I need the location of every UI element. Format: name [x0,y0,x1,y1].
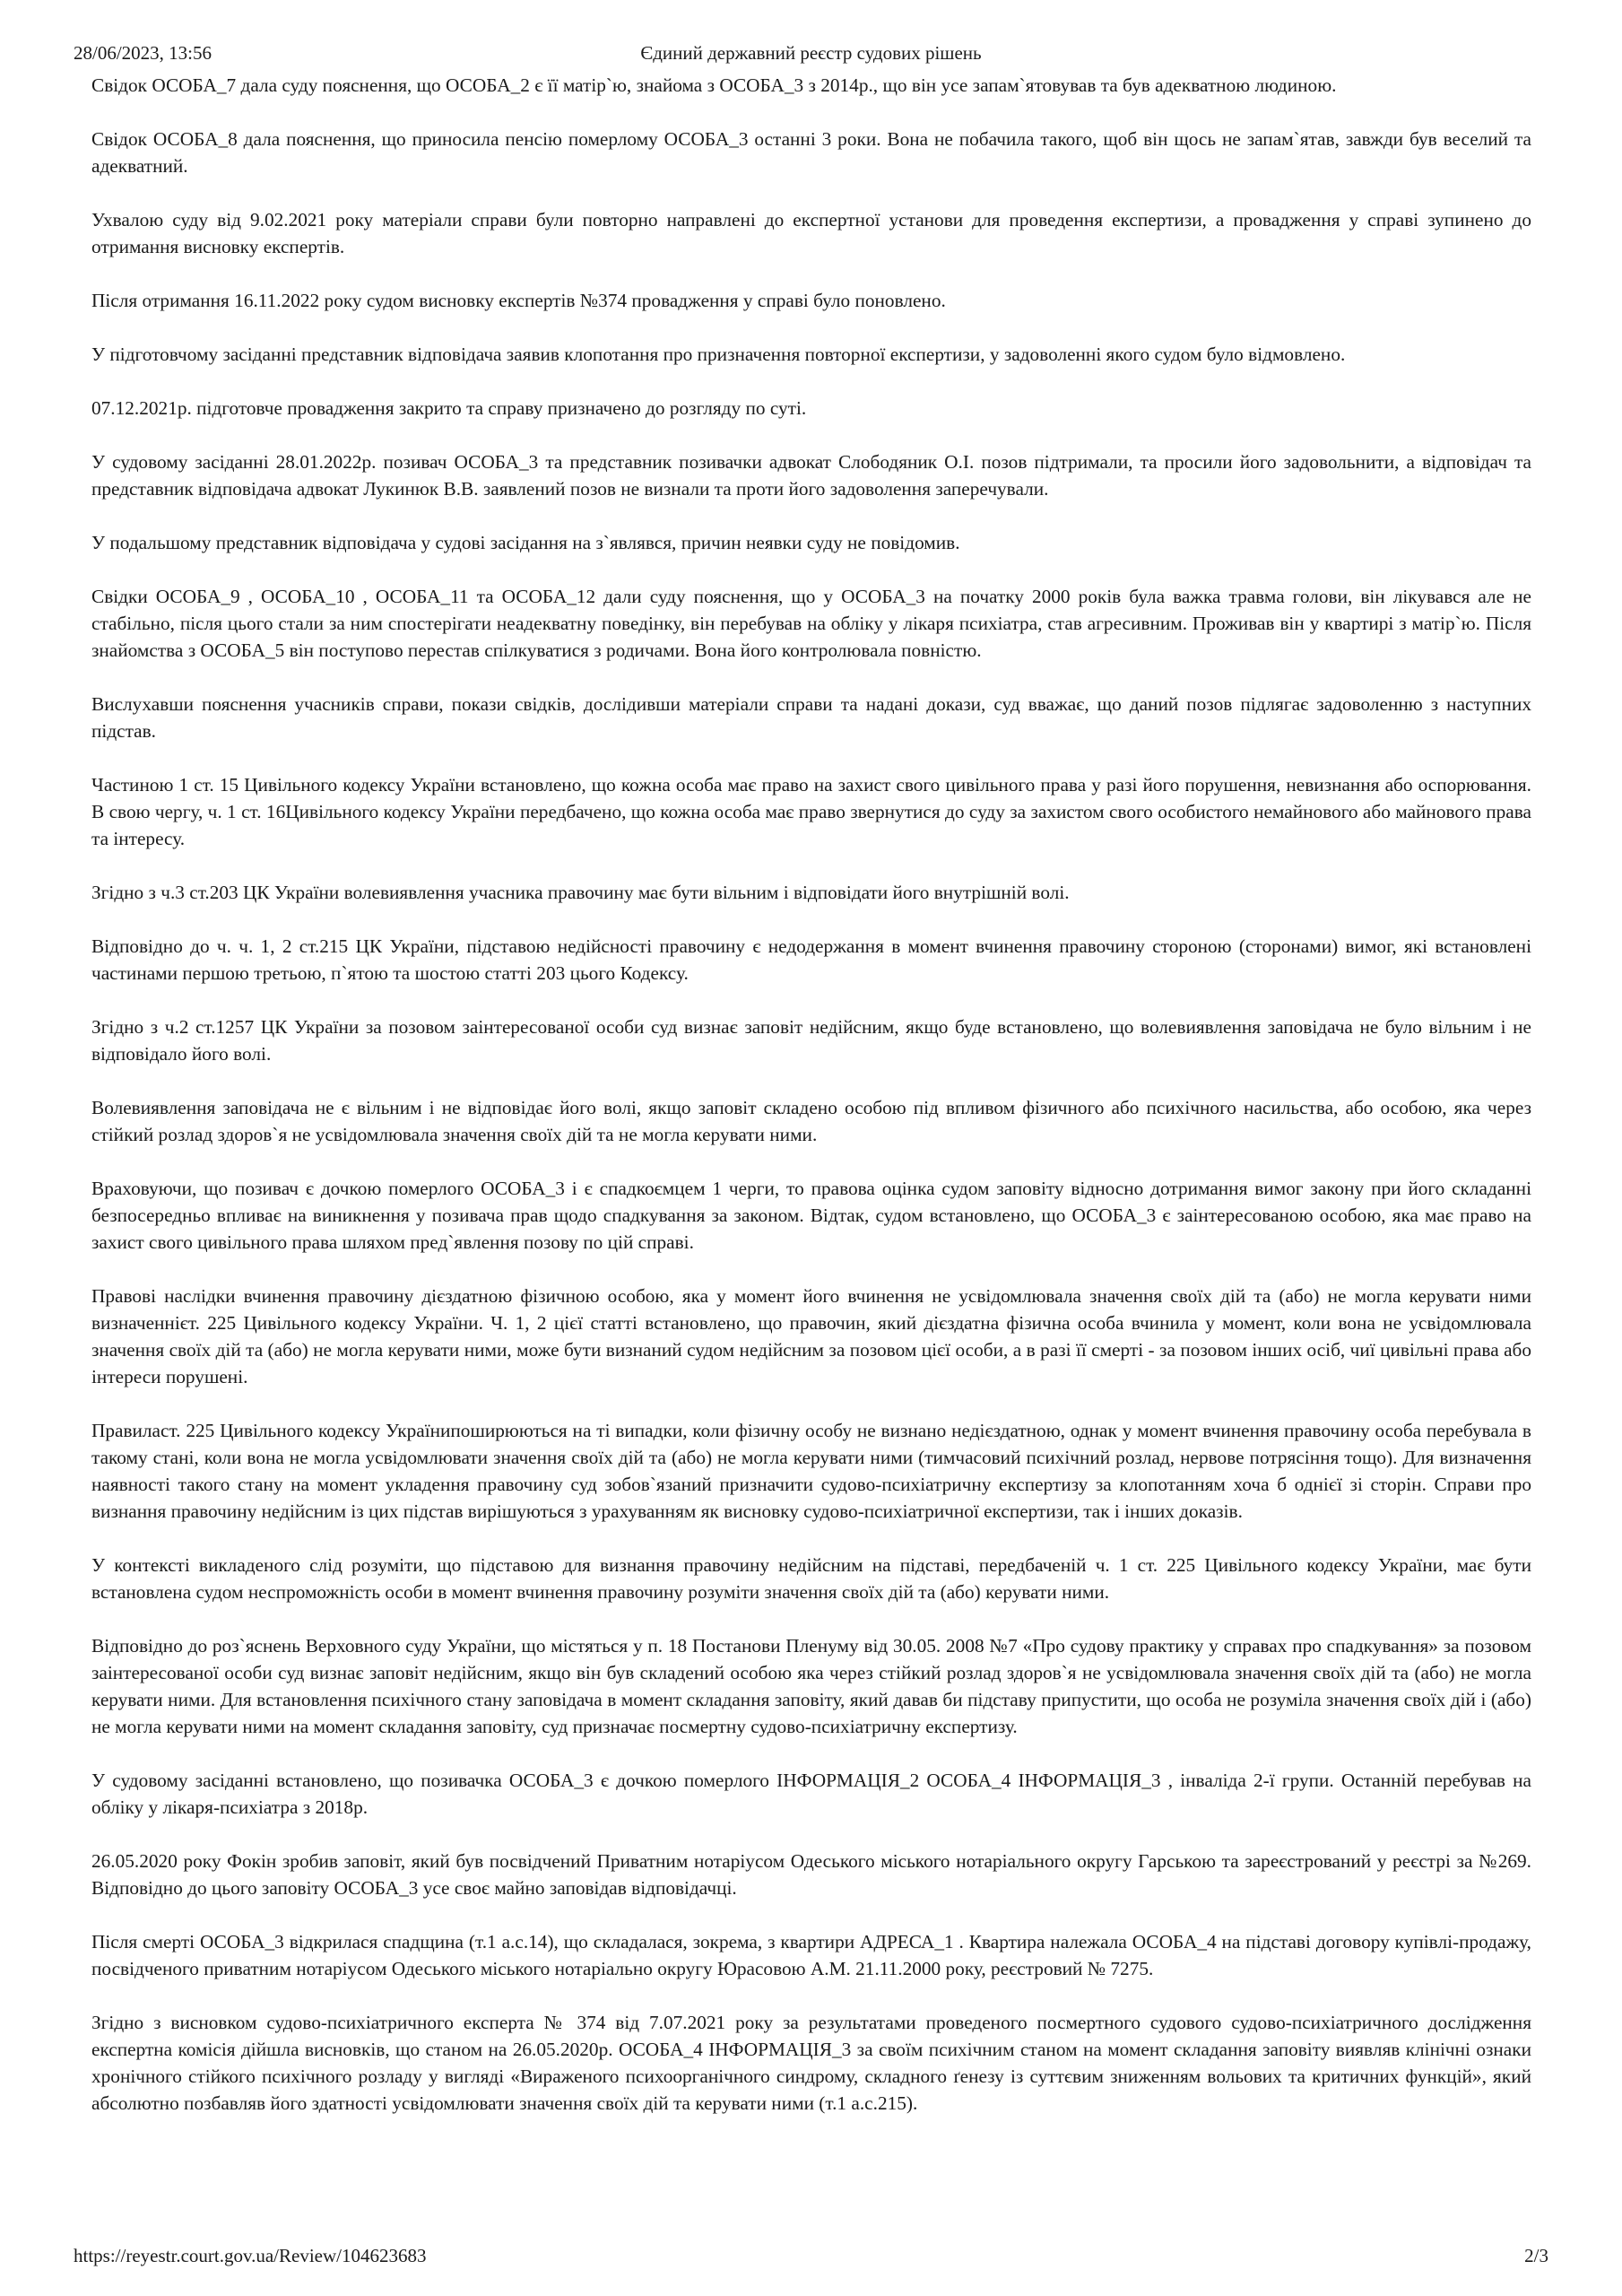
registry-title: Єдиний державний реєстр судових рішень [640,42,982,64]
paragraph: У подальшому представник відповідача у судові засідання на з`являвся, причин неявки суду не повідомив. [91,532,960,553]
paragraph: Відповідно до ч. ч. 1, 2 ст.215 ЦК України, підставою недійсності правочину є недодержання в момент вчинення правочину стороною (сторонами) вимог, які встановлені частинами першою третьою, п`ятою та шостою статті 203 цього Кодексу. [91,935,1531,984]
source-url: https://reyestr.court.gov.ua/Review/104623683 [74,2245,427,2266]
page-number: 2/3 [1524,2245,1548,2266]
paragraph: Враховуючи, що позивач є дочкою померлого ОСОБА_3 і є спадкоємцем 1 черги, то правова оцінка судом заповіту відносно дотримання вимог закону при його складанні безпосередньо впливає на виникнення у позивача прав щодо спадкування за законом. Відтак, судом встановлено, що ОСОБА_3 є заінтересованою особою, яка має право на захист свого цивільного права шляхом пред`явлення позову по цій справі. [91,1178,1531,1253]
paragraph: Після смерті ОСОБА_3 відкрилася спадщина (т.1 а.с.14), що складалася, зокрема, з квартири АДРЕСА_1 . Квартира належала ОСОБА_4 на підставі договору купівлі-продажу, посвідченого приватним нотаріусом Одеського міського нотаріально округу Юрасовою А.М. 21.11.2000 року, реєстровий № 7275. [91,1931,1531,1979]
print-datetime: 28/06/2023, 13:56 [74,42,213,64]
document-body [91,72,1531,2117]
paragraph: Ухвалою суду від 9.02.2021 року матеріали справи були повторно направлені до експертної установи для проведення експертизи, а провадження у справі зупинено до отримання висновку експертів. [91,209,1531,257]
paragraph: Свідки ОСОБА_9 , ОСОБА_10 , ОСОБА_11 та ОСОБА_12 дали суду пояснення, що у ОСОБА_3 на початку 2000 років була важка травма голови, він лікувався але не стабільно, після цього стали за ним спостерігати неадекватну поведінку, він перебував на обліку у лікаря психіатра, став агресивним. Проживав він у квартирі з матір`ю. Після знайомства з ОСОБА_5 він поступово перестав спілкуватися з родичами. Вона його контролювала повністю. [91,586,1531,661]
paragraph: У контексті викладеного слід розуміти, що підставою для визнання правочину недійсним на підставі, передбаченій ч. 1 ст. 225 Цивільного кодексу України, має бути встановлена судом неспроможність особи в момент вчинення правочину розуміти значення своїх дій та (або) керувати ними. [91,1554,1531,1603]
paragraph: Свідок ОСОБА_7 дала суду пояснення, що ОСОБА_2 є її матір`ю, знайома з ОСОБА_3 з 2014р., що він усе запам`ятовував та був адекватною людиною. [91,74,1337,96]
paragraph: Вислухавши пояснення учасників справи, покази свідків, дослідивши матеріали справи та надані докази, суд вважає, що даний позов підлягає задоволенню з наступних підстав. [91,693,1531,742]
paragraph: Правові наслідки вчинення правочину дієздатною фізичною особою, яка у момент його вчинення не усвідомлювала значення своїх дій та (або) не могла керувати ними визначеннієт. 225 Цивільного кодексу України. Ч. 1, 2 цієї статті встановлено, що правочин, який дієздатна фізична особа вчинила у момент, коли вона не усвідомлювала значення своїх дій та (або) не могла керувати ними, може бути визнаний судом недійсним за позовом цієї особи, а в разі її смерті - за позовом інших осіб, чиї цивільні права або інтереси порушені. [91,1285,1531,1387]
paragraph: Волевиявлення заповідача не є вільним і не відповідає його волі, якщо заповіт складено особою під впливом фізичного або психічного насильства, або особою, яка через стійкий розлад здоров`я не усвідомлювала значення своїх дій та не могла керувати ними. [91,1097,1531,1145]
paragraph: У підготовчому засіданні представник відповідача заявив клопотання про призначення повторної експертизи, у задоволенні якого судом було відмовлено. [91,344,1346,365]
page-footer [74,2242,1548,2269]
paragraph: Правиласт. 225 Цивільного кодексу Українипоширюються на ті випадки, коли фізичну особу не визнано недієздатною, однак у момент вчинення правочину особа перебувала в такому стані, коли вона не могла усвідомлювати значення своїх дій та (або) не могла керувати ними (тимчасовий психічний розлад, нервове потрясіння тощо). Для визначення наявності такого стану на момент укладення правочину суд зобов`язаний призначити судово-психіатричну експертизу за клопотанням хоча б однієї зі сторін. Справи про визнання правочину недійсним із цих підстав вирішуються з урахуванням як висновку судово-психіатричної експертизи, так і інших доказів. [91,1420,1531,1522]
paragraph: 07.12.2021р. підготовче провадження закрито та справу призначено до розгляду по суті. [91,397,807,419]
paragraph: У судовому засіданні встановлено, що позивачка ОСОБА_3 є дочкою померлого ІНФОРМАЦІЯ_2 ОСОБА_4 ІНФОРМАЦІЯ_3 , інваліда 2-ї групи. Останній перебував на обліку у лікаря-психіатра з 2018р. [91,1770,1531,1818]
paragraph: Свідок ОСОБА_8 дала пояснення, що приносила пенсію померлому ОСОБА_3 останні 3 роки. Вона не побачила такого, щоб він щось не запам`ятав, завжди був веселий та адекватний. [91,128,1531,177]
paragraph: Згідно з ч.2 ст.1257 ЦК України за позовом заінтересованої особи суд визнає заповіт недійсним, якщо буде встановлено, що волевиявлення заповідача не було вільним і не відповідало його волі. [91,1016,1531,1065]
paragraph: Після отримання 16.11.2022 року судом висновку експертів №374 провадження у справі було поновлено. [91,290,946,311]
paragraph: Згідно з ч.3 ст.203 ЦК України волевиявлення учасника правочину має бути вільним і відповідати його внутрішній волі. [91,882,1070,903]
paragraph: Згідно з висновком судово-психіатричного експерта № 374 від 7.07.2021 року за результатами проведеного посмертного судового судово-психіатричного дослідження експертна комісія дійшла висновків, що станом на 26.05.2020р. ОСОБА_4 ІНФОРМАЦІЯ_3 за своїм психічним станом на момент складання заповіту виявляв клінічні ознаки хронічного стійкого психічного розладу у вигляді «Вираженого психоорганічного синдрому, складного ґенезу із суттєвим зниженням вольових та критичних функцій», який абсолютно позбавляв його здатності усвідомлювати значення своїх дій та керувати ними (т.1 а.с.215). [91,2012,1531,2114]
page-header [74,39,1548,66]
paragraph: Частиною 1 ст. 15 Цивільного кодексу України встановлено, що кожна особа має право на захист свого цивільного права у разі його порушення, невизнання або оспорювання. В свою чергу, ч. 1 ст. 16Цивільного кодексу України передбачено, що кожна особа має право звернутися до суду за захистом свого особистого немайнового або майнового права та інтересу. [91,774,1531,849]
paragraph: У судовому засіданні 28.01.2022р. позивач ОСОБА_3 та представник позивачки адвокат Слободяник О.І. позов підтримали, та просили його задовольнити, а відповідач та представник відповідача адвокат Лукинюк В.В. заявлений позов не визнали та проти його задоволення заперечували. [91,451,1531,500]
paragraph: Відповідно до роз`яснень Верховного суду України, що містяться у п. 18 Постанови Пленуму від 30.05. 2008 №7 «Про судову практику у справах про спадкування» за позовом заінтересованої особи суд визнає заповіт недійсним, якщо він був складений особою яка через стійкий розлад здоров`я не усвідомлювала значення своїх дій та (або) не могла керувати ними. Для встановлення психічного стану заповідача в момент складання заповіту, який давав би підставу припустити, що особа не розуміла значення своїх дій і (або) не могла керувати ними на момент складання заповіту, суд призначає посмертну судово-психіатричну експертизу. [91,1635,1531,1737]
paragraph: 26.05.2020 року Фокін зробив заповіт, який був посвідчений Приватним нотаріусом Одеського міського нотаріального округу Гарською та зареєстрований у реєстрі за №269. Відповідно до цього заповіту ОСОБА_3 усе своє майно заповідав відповідачці. [91,1850,1531,1899]
